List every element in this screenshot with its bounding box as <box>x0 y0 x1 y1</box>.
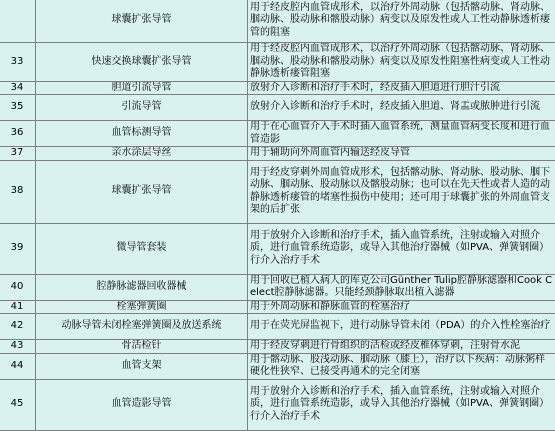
row-number: 45 <box>0 379 36 430</box>
product-description: 用于放射介入诊断和治疗手术，插入血管系统，注射或输入对照介质，进行血管系统造影，或导入其他治疗器械（如PVA、弹簧钢圈）行介入治疗手术 <box>248 379 555 430</box>
table-row <box>0 160 555 223</box>
row-number: 37 <box>0 147 36 161</box>
product-name: 引流导管 <box>36 95 248 121</box>
product-name: 血管标测导管 <box>36 121 248 147</box>
product-description: 放射介入诊断和治疗手术时，经皮插入胆道、肾盂或脓肿进行引流 <box>248 95 555 121</box>
table-row <box>0 274 555 300</box>
row-number: 39 <box>0 223 36 274</box>
row-number: 38 <box>0 160 36 223</box>
table-row <box>0 0 555 43</box>
table-row <box>0 147 555 161</box>
table-row <box>0 300 555 314</box>
table-row <box>0 340 555 354</box>
product-description: 放射介入诊断和治疗手术时，经皮插入胆道进行胆汁引流 <box>248 81 555 95</box>
product-description: 用于经皮腔内血管成形术，以治疗外周动脉（包括髂动脉、肾动脉、腘动脉、股动脉和髂股动脉）病变以及原发性或人工性动静脉透析瘘管的阻塞 <box>248 0 555 43</box>
product-name: 球囊扩张导管 <box>36 160 248 223</box>
product-description: 用于髂动脉、股浅动脉、腘动脉（膝上），治疗以下疾病：动脉粥样硬化性狭窄、已接受再通术的完全闭塞 <box>248 353 555 379</box>
product-description: 用于经皮腔内血管成形术，以治疗外周动脉（包括髂动脉、肾动脉、腘动脉、股动脉和髂股动脉）病变以及原发性阻塞性病变或人工性动静脉透析瘘管阻塞 <box>248 43 555 82</box>
product-description: 用于外周动脉和静脉血管的栓塞治疗 <box>248 300 555 314</box>
row-number: 35 <box>0 95 36 121</box>
row-number: 42 <box>0 314 36 340</box>
product-name: 骨活检针 <box>36 340 248 354</box>
row-number: 34 <box>0 81 36 95</box>
row-number: 40 <box>0 274 36 300</box>
product-name: 血管造影导管 <box>36 379 248 430</box>
product-name: 胆道引流导管 <box>36 81 248 95</box>
table-row <box>0 95 555 121</box>
product-name: 血管支架 <box>36 353 248 379</box>
product-name: 微导管套装 <box>36 223 248 274</box>
row-number: 33 <box>0 43 36 82</box>
row-number: 36 <box>0 121 36 147</box>
product-description: 用于放射介入诊断和治疗手术，插入血管系统，注射或输入对照介质，进行血管系统造影，或导入其他治疗器械（如PVA、弹簧钢圈）行介入治疗手术 <box>248 223 555 274</box>
table-row <box>0 353 555 379</box>
table-row <box>0 223 555 274</box>
row-number <box>0 0 36 43</box>
product-description: 用于回收已植入病人的库克公司Günther Tulip腔静脉滤器和Cook Celect腔静脉滤器。只能经颈静脉取出植入滤器 <box>248 274 555 300</box>
table-row <box>0 379 555 430</box>
table-row <box>0 314 555 340</box>
row-number: 41 <box>0 300 36 314</box>
row-number: 44 <box>0 353 36 379</box>
product-description: 用于经皮穿刺进行骨组织的活检或经皮椎体穿刺，注射骨水泥 <box>248 340 555 354</box>
product-description: 用于辅助向外周血管内输送经皮导管 <box>248 147 555 161</box>
table-row <box>0 81 555 95</box>
product-name: 球囊扩张导管 <box>36 0 248 43</box>
product-description: 用于在荧光屏监视下，进行动脉导管未闭（PDA）的介入性栓塞治疗 <box>248 314 555 340</box>
table-row <box>0 43 555 82</box>
product-name: 亲水涂层导丝 <box>36 147 248 161</box>
table-row <box>0 121 555 147</box>
product-description: 用于在心血管介入手术时插入血管系统，测量血管病变长度和进行血管造影 <box>248 121 555 147</box>
product-name: 腔静脉滤器回收器械 <box>36 274 248 300</box>
product-description: 用于经皮穿刺外周血管成形术，包括髂动脉、肾动脉、股动脉、腘下动脉、腘动脉、股动脉以及髂股动脉；也可以在先天性或者人造的动静脉透析瘘管的堵塞性损伤中使用；还可用于球囊扩张的外周血管支架的后扩张 <box>248 160 555 223</box>
product-name: 动脉导管未闭栓塞弹簧圈及放送系统 <box>36 314 248 340</box>
row-number: 43 <box>0 340 36 354</box>
product-name: 栓塞弹簧圈 <box>36 300 248 314</box>
product-name: 快速交换球囊扩张导管 <box>36 43 248 82</box>
